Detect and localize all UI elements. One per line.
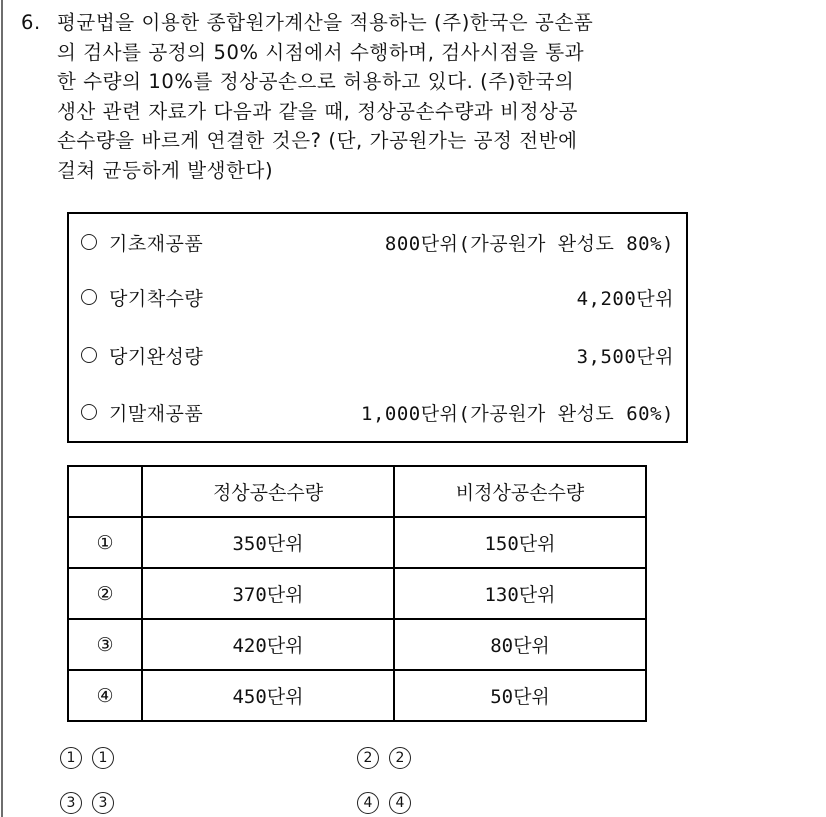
choice-text-circle: 4 <box>389 792 411 814</box>
question-line-2: 의 검사를 공정의 50% 시점에서 수행하며, 검사시점을 통과 <box>57 40 585 64</box>
choice-number-circle: 1 <box>60 747 82 769</box>
question-line-4: 생산 관련 자료가 다음과 같을 때, 정상공손수량과 비정상공 <box>57 99 578 123</box>
row-marker: ② <box>68 568 142 619</box>
header-abnormal-spoilage: 비정상공손수량 <box>394 466 646 517</box>
answer-choice-1[interactable] <box>60 747 114 769</box>
info-row-ending-wip: 기말재공품 1,000단위(가공원가 완성도 60%) <box>81 392 674 432</box>
choice-number-circle: 2 <box>357 747 379 769</box>
answer-choice-3[interactable] <box>60 792 114 814</box>
table-row <box>68 568 646 619</box>
question-line-6: 걸쳐 균등하게 발생한다) <box>57 158 274 182</box>
normal-spoilage-cell: 350단위 <box>142 517 394 568</box>
normal-spoilage-cell: 420단위 <box>142 619 394 670</box>
abnormal-spoilage-cell: 150단위 <box>394 517 646 568</box>
normal-spoilage-cell: 370단위 <box>142 568 394 619</box>
circle-bullet-icon <box>81 234 97 250</box>
normal-spoilage-cell: 450단위 <box>142 670 394 721</box>
production-data-box <box>67 212 688 443</box>
info-row-started-units: 당기착수량 4,200단위 <box>81 277 674 317</box>
abnormal-spoilage-cell: 50단위 <box>394 670 646 721</box>
choice-number-circle: 4 <box>357 792 379 814</box>
question-text <box>21 8 791 185</box>
abnormal-spoilage-cell: 130단위 <box>394 568 646 619</box>
page-left-border <box>1 0 3 817</box>
spoilage-options-table <box>67 465 647 722</box>
question-line-5: 손수량을 바르게 연결한 것은? (단, 가공원가는 공정 전반에 <box>57 129 578 152</box>
circle-bullet-icon <box>81 404 97 420</box>
answer-choice-4[interactable] <box>357 792 411 814</box>
info-row-completed-units: 당기완성량 3,500단위 <box>81 335 674 375</box>
table-row <box>68 670 646 721</box>
choice-number-circle: 3 <box>60 792 82 814</box>
row-marker: ④ <box>68 670 142 721</box>
question-line-1: 6. 평균법을 이용한 종합원가계산을 적용하는 (주)한국은 공손품 <box>21 8 791 38</box>
choice-text-circle: 2 <box>389 747 411 769</box>
abnormal-spoilage-cell: 80단위 <box>394 619 646 670</box>
answer-choice-2[interactable] <box>357 747 411 769</box>
table-header-row <box>68 466 646 517</box>
choice-text-circle: 3 <box>92 792 114 814</box>
choice-text-circle: 1 <box>92 747 114 769</box>
info-row-beginning-wip: 기초재공품 800단위(가공원가 완성도 80%) <box>81 222 674 262</box>
table-row <box>68 619 646 670</box>
table-row <box>68 517 646 568</box>
header-empty <box>68 466 142 517</box>
row-marker: ③ <box>68 619 142 670</box>
header-normal-spoilage: 정상공손수량 <box>142 466 394 517</box>
question-line-3: 한 수량의 10%를 정상공손으로 허용하고 있다. (주)한국의 <box>57 70 575 93</box>
circle-bullet-icon <box>81 289 97 305</box>
question-number: 6. <box>21 11 41 34</box>
circle-bullet-icon <box>81 347 97 363</box>
row-marker: ① <box>68 517 142 568</box>
